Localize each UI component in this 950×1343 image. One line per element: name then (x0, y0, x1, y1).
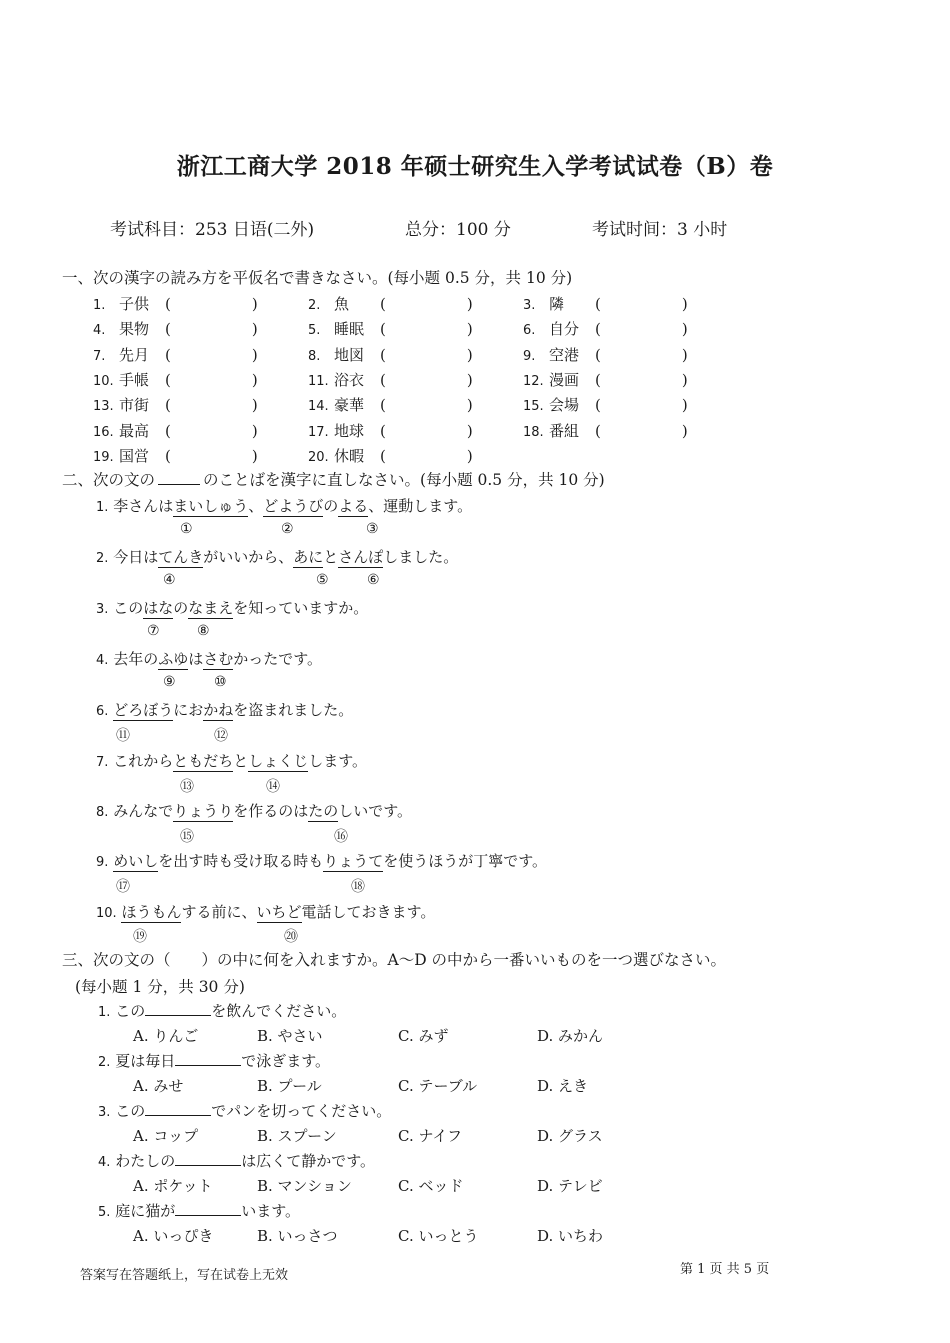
kanji-word: 番組 (549, 422, 580, 440)
kanji-word: 国営 (119, 447, 150, 465)
answer-parentheses: ( ) (380, 346, 474, 364)
option-d: D. テレビ (537, 1177, 603, 1195)
marker-17: ⑰ (116, 879, 130, 895)
item-number: 7. (93, 349, 106, 364)
question-text-after: を飲んでください。 (211, 1002, 347, 1020)
answer-parentheses: ( ) (380, 447, 474, 465)
kanji-word: 先月 (119, 346, 150, 364)
section1-item (308, 318, 474, 339)
question-text-before: 庭に猫が (115, 1202, 176, 1220)
exam-title: 浙江工商大学 2018 年硕士研究生入学考试试卷（B）卷 (176, 153, 774, 180)
question-line (98, 1200, 300, 1221)
option-b: B. やさい (257, 1027, 323, 1045)
option-d: D. グラス (537, 1127, 603, 1145)
kanji-word: 漫画 (549, 371, 580, 389)
section1-item (93, 420, 259, 441)
kanji-word: 市街 (119, 396, 150, 414)
section1-item (523, 420, 689, 441)
item-number: 20. (308, 450, 329, 465)
kanji-word: 会場 (549, 396, 580, 414)
question-number: 3. (98, 1105, 111, 1120)
marker-9: ⑨ (163, 674, 176, 690)
section1-item (93, 369, 259, 390)
section3-heading: 三、次の文の（ ）の中に何を入れますか。A～D の中から一番いいものを一つ選びなさい。 (62, 951, 727, 969)
answer-parentheses: ( ) (165, 447, 259, 465)
question-text-after: で泳ぎます。 (241, 1052, 331, 1070)
marker-6: ⑥ (367, 572, 380, 588)
answer-parentheses: ( ) (380, 396, 474, 414)
question-number: 2. (98, 1055, 111, 1070)
item-number: 3. (523, 298, 536, 313)
item-number: 4. (93, 323, 106, 338)
item-number: 11. (308, 374, 329, 389)
answer-blank (175, 1203, 241, 1216)
answer-parentheses: ( ) (165, 320, 259, 338)
kanji-word: 地球 (334, 422, 365, 440)
section1-item (523, 369, 689, 390)
answer-parentheses: ( ) (165, 422, 259, 440)
exam-total-score: 总分：100 分 (405, 220, 511, 240)
question-number: 1. (98, 1005, 111, 1020)
kanji-word: 手帳 (119, 371, 150, 389)
section1-item (308, 445, 474, 466)
question-text-after: は広くて静かです。 (241, 1152, 376, 1170)
option-b: B. プール (257, 1077, 322, 1095)
marker-11: ⑪ (116, 728, 130, 744)
question-text-before: 夏は毎日 (115, 1052, 176, 1070)
option-a: A. いっぴき (133, 1227, 214, 1245)
answer-parentheses: ( ) (165, 371, 259, 389)
item-number: 2. (308, 298, 321, 313)
option-b: B. スプーン (257, 1127, 337, 1145)
section1-item (523, 344, 689, 365)
option-c: C. いっとう (398, 1227, 479, 1245)
option-a: A. みせ (133, 1077, 184, 1095)
question-number: 5. (98, 1205, 111, 1220)
marker-12: ⑫ (214, 728, 228, 744)
marker-2: ② (281, 521, 294, 537)
option-b: B. いっさつ (257, 1227, 338, 1245)
marker-3: ③ (366, 521, 379, 537)
section2-sentence-1: 1. 李さんはまいしゅう、どようびのよる、運動します。 (96, 497, 473, 515)
answer-parentheses: ( ) (595, 295, 689, 313)
question-text-before: この (115, 1102, 146, 1120)
answer-blank (175, 1053, 241, 1066)
item-number: 17. (308, 425, 329, 440)
answer-parentheses: ( ) (165, 295, 259, 313)
section2-sentence-9: 9. めいしを出す時も受け取る時もりょうてを使うほうが丁寧です。 (96, 852, 548, 870)
marker-20: ⑳ (284, 929, 298, 945)
page-number: 第 1 页 共 5 页 (680, 1262, 770, 1277)
footer-note: 答案写在答题纸上，写在试卷上无效 (80, 1268, 289, 1283)
item-number: 18. (523, 425, 544, 440)
section1-item (308, 369, 474, 390)
exam-time: 考试时间：3 小时 (592, 220, 728, 240)
section1-item (308, 293, 474, 314)
question-line (98, 1100, 391, 1121)
item-number: 8. (308, 349, 321, 364)
item-number: 1. (93, 298, 106, 313)
kanji-word: 最高 (119, 422, 150, 440)
section1-item (93, 445, 259, 466)
option-d: D. えき (537, 1077, 589, 1095)
marker-8: ⑧ (197, 623, 210, 639)
item-number: 10. (93, 374, 114, 389)
section2-sentence-2: 2. 今日はてんきがいいから、あにとさんぽしました。 (96, 548, 459, 566)
answer-parentheses: ( ) (595, 320, 689, 338)
kanji-word: 魚 (334, 295, 350, 313)
section1-item (93, 344, 259, 365)
question-line (98, 1150, 375, 1171)
section1-item (523, 293, 689, 314)
section1-item (93, 394, 259, 415)
option-c: C. みず (398, 1027, 449, 1045)
option-a: A. コップ (133, 1127, 199, 1145)
section1-item (523, 318, 689, 339)
kanji-word: 地図 (334, 346, 365, 364)
section1-item (308, 394, 474, 415)
item-number: 16. (93, 425, 114, 440)
answer-parentheses: ( ) (595, 396, 689, 414)
marker-15: ⑮ (180, 829, 194, 845)
item-number: 6. (523, 323, 536, 338)
section2-sentence-10: 10. ほうもんする前に、いちど電話しておきます。 (96, 903, 436, 921)
item-number: 19. (93, 450, 114, 465)
section1-item (308, 420, 474, 441)
question-line (98, 1000, 346, 1021)
section2-sentence-6: 6. どろぼうにおかねを盗まれました。 (96, 701, 354, 719)
question-number: 4. (98, 1155, 111, 1170)
answer-blank (145, 1103, 211, 1116)
answer-parentheses: ( ) (595, 422, 689, 440)
question-text-after: でパンを切ってください。 (211, 1102, 392, 1120)
section3-subheading: (每小题 1 分，共 30 分) (75, 978, 245, 996)
section1-item (308, 344, 474, 365)
marker-19: ⑲ (133, 929, 147, 945)
answer-parentheses: ( ) (380, 320, 474, 338)
option-c: C. ナイフ (398, 1127, 462, 1145)
section2-sentence-7: 7. これからともだちとしょくじします。 (96, 752, 368, 770)
kanji-word: 豪華 (334, 396, 365, 414)
item-number: 12. (523, 374, 544, 389)
question-line (98, 1050, 330, 1071)
question-text-before: この (115, 1002, 146, 1020)
answer-parentheses: ( ) (380, 295, 474, 313)
option-a: A. ポケット (133, 1177, 213, 1195)
answer-parentheses: ( ) (165, 346, 259, 364)
item-number: 15. (523, 399, 544, 414)
section1-item (93, 293, 259, 314)
section2-sentence-4: 4. 去年のふゆはさむかったです。 (96, 650, 323, 668)
item-number: 13. (93, 399, 114, 414)
answer-parentheses: ( ) (380, 422, 474, 440)
marker-16: ⑯ (334, 829, 348, 845)
answer-parentheses: ( ) (595, 346, 689, 364)
question-text-after: います。 (241, 1202, 301, 1220)
kanji-word: 果物 (119, 320, 150, 338)
answer-parentheses: ( ) (595, 371, 689, 389)
marker-18: ⑱ (351, 879, 365, 895)
option-b: B. マンション (257, 1177, 352, 1195)
exam-subject: 考试科目：253 日语(二外) (110, 220, 315, 240)
section1-item (523, 394, 689, 415)
marker-14: ⑭ (266, 779, 280, 795)
item-number: 5. (308, 323, 321, 338)
question-text-before: わたしの (115, 1152, 176, 1170)
answer-blank (145, 1003, 211, 1016)
kanji-word: 隣 (549, 295, 565, 313)
kanji-word: 浴衣 (334, 371, 365, 389)
marker-7: ⑦ (147, 623, 160, 639)
section2-sentence-3: 3. このはなのなまえを知っていますか。 (96, 599, 369, 617)
kanji-word: 睡眠 (334, 320, 365, 338)
option-c: C. テーブル (398, 1077, 478, 1095)
marker-4: ④ (163, 572, 176, 588)
section1-heading: 一、次の漢字の読み方を平仮名で書きなさい。(每小题 0.5 分，共 10 分) (62, 269, 573, 287)
option-a: A. りんご (133, 1027, 199, 1045)
kanji-word: 自分 (549, 320, 580, 338)
marker-5: ⑤ (316, 572, 329, 588)
kanji-word: 空港 (549, 346, 580, 364)
answer-parentheses: ( ) (380, 371, 474, 389)
kanji-word: 休暇 (334, 447, 365, 465)
section2-sentence-8: 8. みんなでりょうりを作るのはたのしいです。 (96, 802, 413, 820)
answer-blank (175, 1153, 241, 1166)
marker-10: ⑩ (214, 674, 227, 690)
marker-13: ⑬ (180, 779, 194, 795)
marker-1: ① (180, 521, 193, 537)
section2-heading: 二、次の文の のことばを漢字に直しなさい。(每小题 0.5 分，共 10 分) (62, 471, 605, 489)
option-d: D. みかん (537, 1027, 604, 1045)
item-number: 9. (523, 349, 536, 364)
kanji-word: 子供 (119, 295, 150, 313)
option-c: C. ベッド (398, 1177, 464, 1195)
section1-item (93, 318, 259, 339)
option-d: D. いちわ (537, 1227, 604, 1245)
item-number: 14. (308, 399, 329, 414)
answer-parentheses: ( ) (165, 396, 259, 414)
